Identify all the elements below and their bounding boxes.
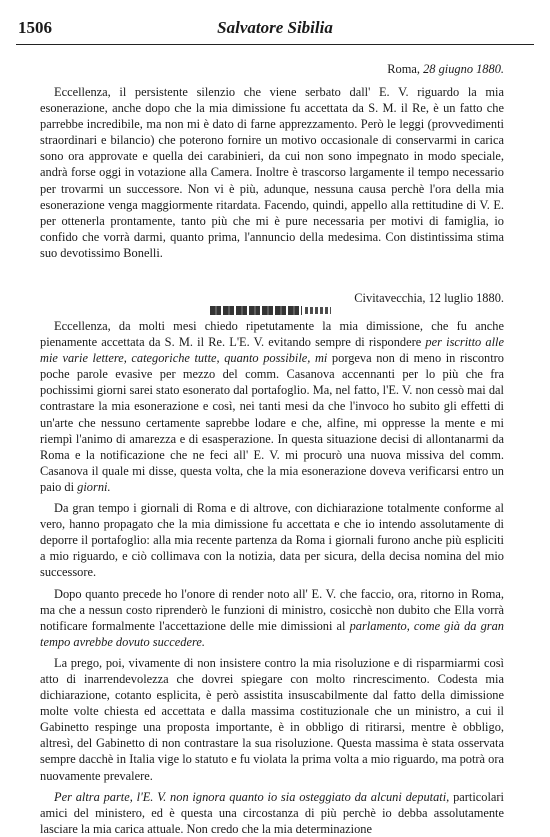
letter1-body [40,84,504,261]
redaction-smudge-small [305,307,331,314]
letter2-p1-italic-1: per iscritto alle mie varie lettere, categoriche tutte, quanto possibile, mi [40,335,504,366]
letter1-paragraph: Eccellenza, il persistente silenzio che viene serbato dall' E. V. riguardo la mia esonerazione, anche dopo che la mia dimissione fu accettata da S. M. il Re, è un fatto che parrebbe incredibile, ma non mi è dato di farne apprezzamento. Però le leggi (provvedimenti straordinari e bilancio) che poterono fornire un motivo occasionale di conservarmi in carica sono ora approvate e quella dei carabinieri, da cui non sono impegnato in modo speciale, andrà forse oggi in votazione alla Camera. Inoltre è trascorso largamente il tempo necessario per trovarmi un successore. Non vi è più, adunque, nessuna causa perchè l'ora della mia esonerazione venga maggiormente ritardata. Facendo, quindi, appello alla rettitudine di V. E. per ottenerla prontamente, tanto più che mi è pure necessaria per motivi di famiglia, io confido che vorrà darmi, quanto prima, l'annuncio della medesima. Con distintissima stima suo devotissimo Bonelli. [40,85,504,260]
letter2-paragraph-4: La prego, poi, vivamente di non insistere contro la mia risoluzione e di risparmiarmi così atto di inarrendevolezza che dovrei spiegare con molto rincrescimento. Codesta mia dichiarazione, cotanto esplicita, è però assistita insuscabilmente dal fatto della dimissione molte volte chiesta ed accettata e dalla massima costituzionale che un ministro, a cui il Gabinetto respinge una proposta importante, è in obbligo di ritirarsi, mentre è obbligo, altresì, del Gabinetto di non contrastare la sua risoluzione. Questa massima è stata osservata sempre dacchè in Italia vige lo statuto e fu violata la prima volta a mio riguardo, ma potrà ora nuovamente prevalere. [40,655,504,783]
letter2-paragraph-5 [40,789,504,837]
page-number: 1506 [18,18,52,37]
letter2-dateline: Civitavecchia, 12 luglio 1880. [354,291,504,305]
letter2-paragraph-1 [40,318,504,495]
header-rule [16,44,534,45]
letter2-body [40,318,504,837]
running-title: Salvatore Sibilia [217,18,333,37]
letter1-dateline-place: Roma, [387,62,420,76]
redaction-smudge [210,306,302,315]
letter2-p5-text: particolari amici del ministero, ed è questa una circostanza di più perchè io debba assolutamente lasciare la mia carica attuale. Non credo che la mia determinazione [40,789,504,836]
letter2-p3-text: Dopo quanto precede ho l'onore di render noto all' E. V. che faccio, ora, ritorno in Roma, ma che a nessun costo riprenderò le funzioni di ministro, cosicchè non dubito che Ella vorrà notificare formalmente l'accettazione delle mie dimissioni al [40,586,504,633]
letter2-p1-italic-2: giorni. [77,479,111,494]
page-header [16,14,534,40]
letter2-p3-italic: parlamento, come già da gran tempo avrebbe dovuto succedere. [40,618,504,649]
letter2-paragraph-2: Da gran tempo i giornali di Roma e di altrove, con dichiarazione totalmente conforme al vero, hanno propagato che la mia dimissione fu accettata e che io intendo assolutamente di deporre il portafoglio: alla mia recente partenza da Roma i giornali furono anche più espliciti a mio riguardo, e ciò collimava con la notizia, data per sicura, della decisa nomina del mio successore. [40,501,504,580]
letter2-paragraph-3 [40,586,504,650]
letter2-p5-italic: Per altra parte, l'E. V. non ignora quanto io sia osteggiato da alcuni deputati, [54,789,450,804]
letter2-p1-text-b: porgeva non di meno in riscontro poche parole evasive per mezzo del comm. Casanova accennanti per lo più che fra pochissimi giorni sarei stato esonerato dal portafoglio. Ma, nel fatto, l'E. V. non cessò mai dal contrastare la mia esonerazione e così, nei tanti mesi da che l'invoco ho subito gli effetti di un'arte che nessuno certamente saprebbe lodare e che, alfine, mi oppresse la mente e mi riempì l'animo di amarezza e di esasperazione. In questa situazione decisi di allontanarmi da Roma e la notificazione che ne feci all' E. V. mi procurò una nuova missiva del comm. Casanova il quale mi disse, questa volta, che la mia esonerazione doveva verificarsi entro un paio di [40,351,505,494]
letter1-dateline [387,62,504,77]
letter1-dateline-date: 28 giugno 1880. [423,62,504,76]
letter2-p1-text-a: Eccellenza, da molti mesi chiedo ripetutamente la mia dimissione, che fu anche pienamente accettata da S. M. il Re. L'E. V. evitando sempre di rispondere [40,319,504,350]
